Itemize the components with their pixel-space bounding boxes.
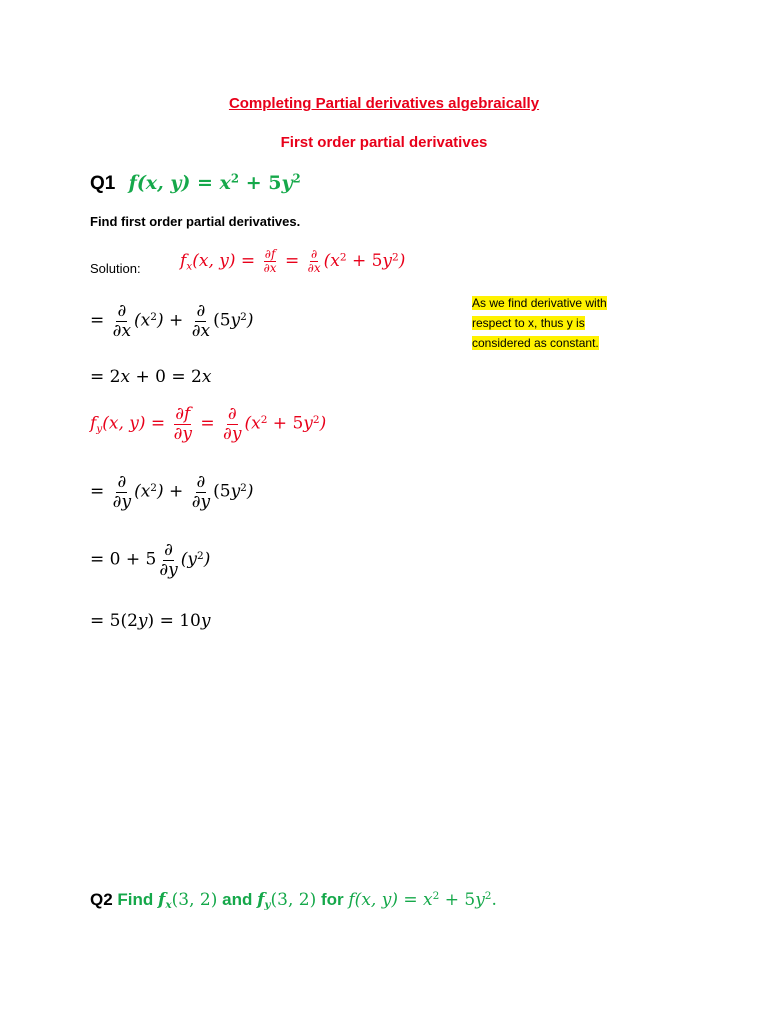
fx-result: = 2x + 0 = 2x <box>90 367 212 387</box>
q2-heading <box>90 890 497 910</box>
fy-result: = 5(2y) = 10y <box>90 611 211 631</box>
fx-definition: $f_x(x$, y) = $\frac{\partial f}{\partial x}$ = $\frac{\partial}{\partial x}$ $(x^2 + 5y^2)$ <box>180 247 406 276</box>
q2-and: and <box>222 890 253 909</box>
q2-find: Find <box>117 890 154 909</box>
q1-function: f(x, $y) = x^2 + 5y^2$ <box>128 171 301 194</box>
note-line-1: As we find derivative with <box>472 296 607 310</box>
note-line-3: considered as constant. <box>472 336 599 350</box>
fy-step-1: = $\frac{\partial}{\partial y}$ $(x^2)$ + $\frac{\partial}{\partial y}$ $(5y^2)$ <box>90 472 254 512</box>
solution-label: Solution: <box>90 261 141 276</box>
q2-label: Q2 <box>90 890 113 909</box>
q2-function: f(x, $y) = x^2 + 5y^2$. <box>348 890 497 910</box>
q1-prompt: Find first order partial derivatives. <box>90 214 301 229</box>
page-title: Completing Partial derivatives algebraically <box>228 95 540 112</box>
fy-definition: $f_y(x$, y) = $\frac{\partial f}{\partial y}$ = $\frac{\partial}{\partial y}$ $(x^2 + 5y^2)$ <box>90 404 327 444</box>
fx-step-1: = $\frac{\partial}{\partial x}$ $(x^2)$ + $\frac{\partial}{\partial x}$ $(5y^2)$ <box>90 301 254 341</box>
q2-fx-expression: $f_x(3$, 2) <box>158 890 218 912</box>
q1-label: Q1 <box>90 173 116 194</box>
q1-heading <box>90 172 301 195</box>
page-subtitle: First order partial derivatives <box>280 134 488 151</box>
note-box <box>472 293 622 353</box>
fy-step-2: = 0 + 5 $\frac{\partial}{\partial y}$ $(y^2)$ <box>90 540 211 580</box>
note-line-2: respect to x, thus y is <box>472 316 585 330</box>
q2-for: for <box>320 890 344 909</box>
q2-fy-expression: $f_y(3$, 2) <box>257 890 317 912</box>
